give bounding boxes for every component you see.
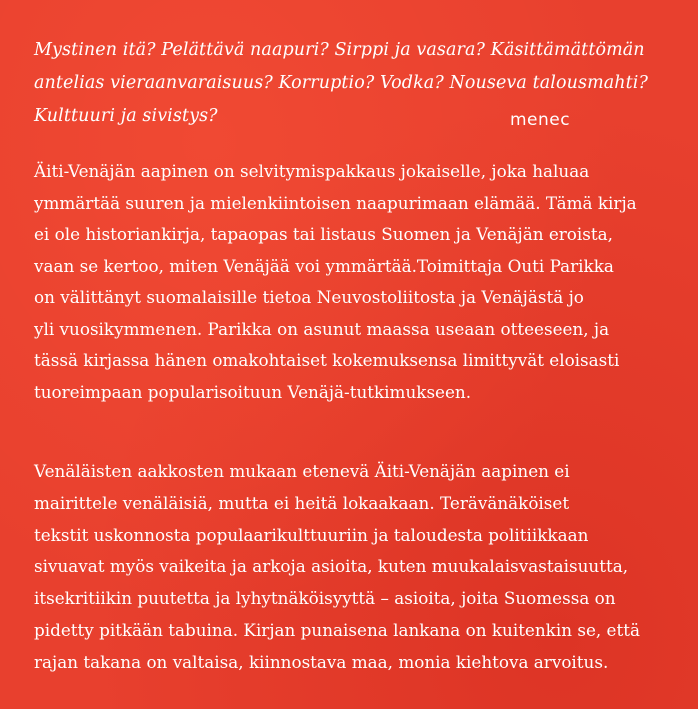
- paragraph-line: sivuavat myös vaikeita ja arkoja asioita, kuten muukalaisvastaisuutta,: [34, 556, 629, 577]
- paragraph-line: on välittänyt suomalaisille tietoa Neuvostoliitosta ja Venäjästä jo: [34, 287, 584, 307]
- paragraph-line: ymmärtää suuren ja mielenkiintoisen naapurimaan elämää. Tämä kirja: [34, 192, 637, 213]
- paragraph-line: Äiti-Venäjän aapinen on selvitymispakkaus jokaiselle, joka haluaa: [34, 161, 590, 181]
- paragraph-line: itsekritiikin puutetta ja lyhytnäköisyyttä – asioita, joita Suomessa on: [34, 588, 616, 609]
- paragraph-line: mairittele venäläisiä, mutta ei heitä lokaakaan. Terävänäköiset: [34, 492, 570, 513]
- paragraph-line: tekstit uskonnosta populaarikulttuuriin ja taloudesta politiikkaan: [34, 524, 589, 545]
- intro-questions: [34, 34, 674, 133]
- intro-line: antelias vieraanvaraisuus? Korruptio? Vodka? Nouseva talousmahti?: [34, 73, 648, 93]
- publisher-logo: menec: [510, 110, 571, 130]
- description-paragraph-2: [34, 456, 674, 679]
- paragraph-line: pidetty pitkään tabuina. Kirjan punaisena lankana on kuitenkin se, että: [34, 619, 640, 640]
- description-paragraph-1: [34, 156, 674, 408]
- paragraph-line: Venäläisten aakkosten mukaan etenevä Äiti-Venäjän aapinen ei: [34, 461, 570, 481]
- intro-line: Kulttuuri ja sivistys?: [34, 106, 218, 126]
- paragraph-line: yli vuosikymmenen. Parikka on asunut maassa useaan otteeseen, ja: [34, 318, 610, 339]
- paragraph-line: tässä kirjassa hänen omakohtaiset kokemuksensa limittyvät eloisasti: [34, 350, 620, 370]
- paragraph-line: vaan se kertoo, miten Venäjää voi ymmärtää.Toimittaja Outi Parikka: [34, 255, 614, 276]
- intro-line: Mystinen itä? Pelättävä naapuri? Sirppi ja vasara? Käsittämättömän: [34, 40, 645, 60]
- paragraph-line: tuoreimpaan popularisoituun Venäjä-tutkimukseen.: [34, 381, 472, 402]
- paragraph-line: rajan takana on valtaisa, kiinnostava maa, monia kiehtova arvoitus.: [34, 651, 609, 672]
- paragraph-line: ei ole historiankirja, tapaopas tai listaus Suomen ja Venäjän eroista,: [34, 224, 613, 244]
